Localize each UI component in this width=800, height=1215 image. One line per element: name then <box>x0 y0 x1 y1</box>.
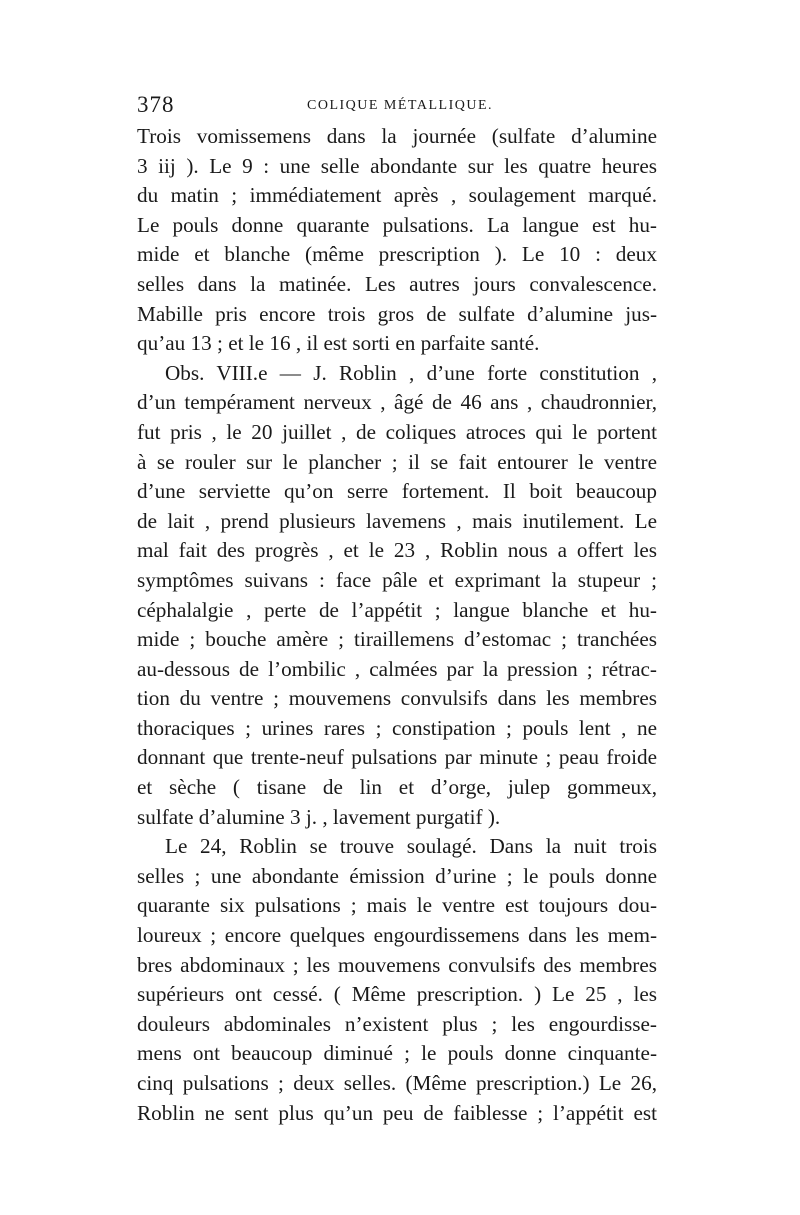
book-page <box>137 92 657 1128</box>
text-line: douleurs abdominales n’existent plus ; les engourdisse- <box>137 1011 657 1036</box>
text-line: thoraciques ; urines rares ; constipation ; pouls lent , ne <box>137 715 657 740</box>
text-line: donnant que trente-neuf pulsations par minute ; peau froide <box>137 745 657 770</box>
text-line: fut pris , le 20 juillet , de coliques atroces qui le portent <box>137 419 657 444</box>
text-line: selles ; une abondante émission d’urine ; le pouls donne <box>137 863 657 888</box>
running-head <box>137 92 657 122</box>
text-line: selles dans la matinée. Les autres jours convalescence. <box>137 271 657 296</box>
text-line: à se rouler sur le plancher ; il se fait entourer le ventre <box>137 449 657 474</box>
text-line: mide ; bouche amère ; tiraillemens d’estomac ; tranchées <box>137 627 657 652</box>
text-line: Trois vomissemens dans la journée (sulfate d’alumine <box>137 124 657 148</box>
text-line: loureux ; encore quelques engourdissemens dans les mem- <box>137 923 657 948</box>
text-line: d’une serviette qu’on serre fortement. Il boit beaucoup <box>137 479 657 504</box>
running-title: COLIQUE MÉTALLIQUE. <box>307 98 494 113</box>
text-line: cinq pulsations ; deux selles. (Même prescription.) Le 26, <box>137 1071 657 1095</box>
text-line: mens ont beaucoup diminué ; le pouls donne cinquante- <box>137 1041 657 1066</box>
text-line: qu’au 13 ; et le 16 , il est sorti en parfaite santé. <box>137 331 540 356</box>
text-line: Roblin ne sent plus qu’un peu de faiblesse ; l’appétit est <box>137 1100 657 1125</box>
text-line: de lait , prend plusieurs lavemens , mais inutilement. Le <box>137 508 657 533</box>
text-line: mal fait des progrès , et le 23 , Roblin nous a offert les <box>137 538 657 563</box>
text-line: symptômes suivans : face pâle et exprimant la stupeur ; <box>137 567 657 592</box>
text-line: Le pouls donne quarante pulsations. La langue est hu- <box>137 212 657 237</box>
text-line: au-dessous de l’ombilic , calmées par la pression ; rétrac- <box>137 656 657 681</box>
text-line: supérieurs ont cessé. ( Même prescription. ) Le 25 , les <box>137 982 657 1007</box>
text-line: Le 24, Roblin se trouve soulagé. Dans la nuit trois <box>165 834 657 859</box>
text-line: tion du ventre ; mouvemens convulsifs dans les membres <box>137 686 657 711</box>
text-line: mide et blanche (même prescription ). Le 10 : deux <box>137 242 657 267</box>
text-line: d’un tempérament nerveux , âgé de 46 ans , chaudronnier, <box>137 390 657 415</box>
page-number: 378 <box>137 92 175 117</box>
text-line: du matin ; immédiatement après , soulagement marqué. <box>137 183 657 208</box>
text-line: quarante six pulsations ; mais le ventre est toujours dou- <box>137 893 657 918</box>
text-line: bres abdominaux ; les mouvemens convulsifs des membres <box>137 952 657 977</box>
text-line: 3 iij ). Le 9 : une selle abondante sur les quatre heures <box>137 153 657 178</box>
text-line: céphalalgie , perte de l’appétit ; langue blanche et hu- <box>137 597 657 622</box>
body-text <box>137 122 657 1128</box>
text-line: et sèche ( tisane de lin et d’orge, julep gommeux, <box>137 775 657 800</box>
text-line: Mabille pris encore trois gros de sulfate d’alumine jus- <box>137 301 657 326</box>
text-line: Obs. VIII.e — J. Roblin , d’une forte constitution , <box>165 360 657 385</box>
text-line: sulfate d’alumine 3 j. , lavement purgatif ). <box>137 804 501 829</box>
